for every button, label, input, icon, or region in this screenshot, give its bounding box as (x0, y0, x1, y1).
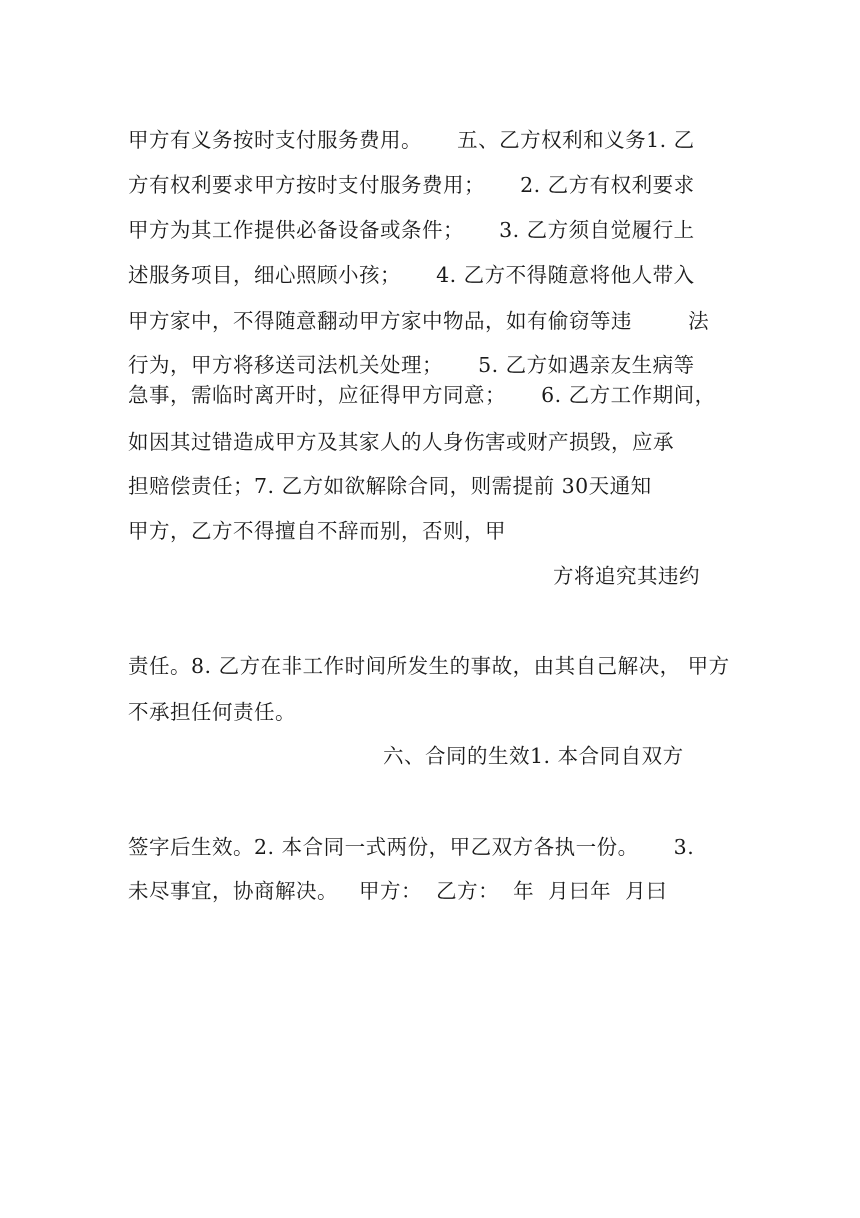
text-line-6: 行为，甲方将移送司法机关处理； 5. 乙方如遇亲友生病等 (128, 353, 695, 377)
text-line-16: 未尽事宜，协商解决。 甲方： 乙方： 年 月曰年 月曰 (128, 879, 668, 903)
text-line-2: 方有权利要求甲方按时支付服务费用； 2. 乙方有权利要求 (128, 173, 695, 197)
text-line-9: 担赔偿责任；7. 乙方如欲解除合同，则需提前 30天通知 (128, 474, 652, 498)
text-line-8: 如因其过错造成甲方及其家人的人身伤害或财产损毁，应承 (128, 430, 674, 454)
text-line-1: 甲方有义务按时支付服务费用。 五、乙方权利和义务1. 乙 (128, 128, 695, 152)
text-line-11: 方将追究其违约 (553, 564, 700, 588)
text-line-12: 责任。8. 乙方在非工作时间所发生的事故，由其自己解决， 甲方 (128, 654, 730, 678)
text-line-7: 急事，需临时离开时，应征得甲方同意； 6. 乙方工作期间， (128, 383, 716, 407)
text-line-4: 述服务项目，细心照顾小孩； 4. 乙方不得随意将他人带入 (128, 263, 695, 287)
text-line-15: 签字后生效。2. 本合同一式两份，甲乙双方各执一份。 3. (128, 835, 695, 859)
text-line-13: 不承担任何责任。 (128, 700, 296, 724)
text-line-3: 甲方为其工作提供必备设备或条件； 3. 乙方须自觉履行上 (128, 218, 695, 242)
text-line-10: 甲方，乙方不得擅自不辞而别，否则，甲 (128, 519, 506, 543)
text-line-5: 甲方家中，不得随意翻动甲方家中物品，如有偷窃等违 法 (128, 309, 710, 333)
text-line-14: 六、合同的生效1. 本合同自双方 (383, 744, 684, 768)
